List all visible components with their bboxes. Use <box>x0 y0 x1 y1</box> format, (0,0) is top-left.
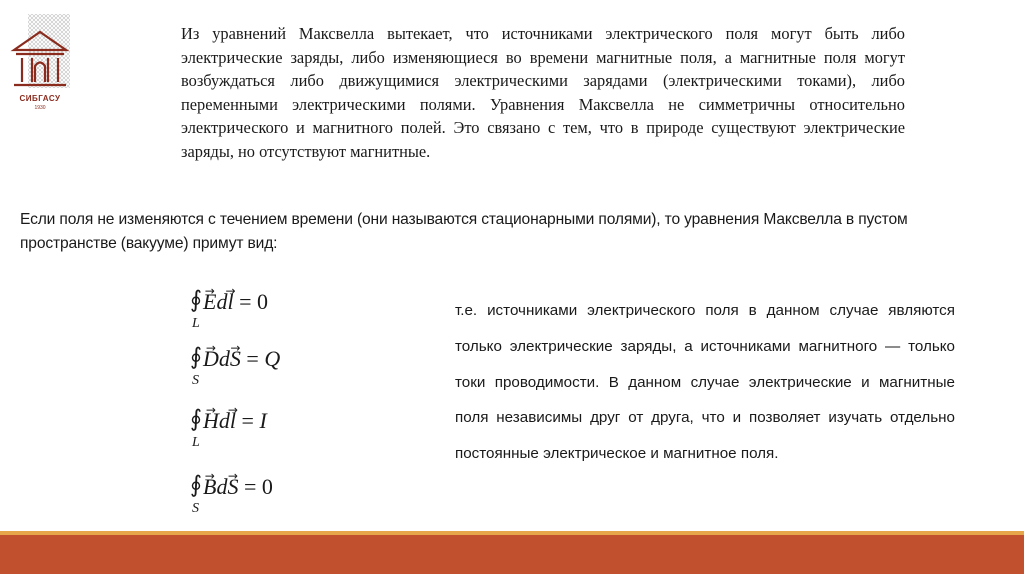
integral-subscript: L <box>192 435 200 450</box>
equation-flux-d <box>190 341 330 397</box>
contour-integral-sign: ∮ <box>190 344 202 370</box>
equation-rhs: Q <box>264 346 281 371</box>
equation-flux-b <box>190 469 330 525</box>
vector-symbol: → E <box>203 288 216 316</box>
vector-symbol: → H <box>203 407 219 435</box>
integral-subscript: S <box>192 501 199 516</box>
differential-symbol: d <box>216 289 228 314</box>
equals-sign: = <box>236 408 260 433</box>
equation-rhs: 0 <box>261 474 273 499</box>
integral-subscript: L <box>192 316 200 331</box>
differential-symbol: d <box>218 408 230 433</box>
university-logo <box>10 8 70 120</box>
contour-integral-sign: ∮ <box>190 287 202 313</box>
footer-bar <box>0 535 1024 574</box>
logo-year: 1930 <box>34 105 46 111</box>
equation-circulation-e <box>190 284 330 340</box>
contour-integral-sign: ∮ <box>190 406 202 432</box>
vector-symbol: → D <box>203 345 219 373</box>
stationary-fields-paragraph: Если поля не изменяются с течением времени (они называются стационарными полями), то уравнения Максвелла в пустом пространстве (вакууме) примут вид: <box>20 211 908 252</box>
differential-symbol: d <box>218 346 230 371</box>
vector-symbol: → S <box>230 345 241 373</box>
equation-rhs: 0 <box>257 289 268 314</box>
contour-integral-sign: ∮ <box>190 472 202 498</box>
conclusion-paragraph: т.е. источниками электрического поля в данном случае являются только электрические заряды, а источниками магнитного — только токи проводимости. В данном случае электрические и магнитные поля независимы друг от друга, что и позволяет изучать отдельно постоянные электрическое и магнитное поля. <box>455 302 955 463</box>
equation-circulation-h <box>190 403 330 459</box>
logo-caption: СИБГАСУ <box>19 94 61 103</box>
equals-sign: = <box>233 289 257 314</box>
intro-paragraph: Из уравнений Максвелла вытекает, что источниками электрического поля могут быть либо электрические заряды, либо изменяющиеся во времени магнитные поля, а магнитные поля могут возбуждаться либо движущимися электрическими зарядами (электрическими токами), либо переменными электрическими полями. Уравнения Максвелла не симметричны относительно электрического и магнитного полей. Это связано с тем, что в природе существуют электрические заряды, но отсутствуют магнитные. <box>181 24 905 161</box>
differential-symbol: d <box>216 474 228 499</box>
vector-symbol: → S <box>227 473 238 501</box>
vector-symbol: → l <box>230 407 236 435</box>
equation-rhs: I <box>259 408 267 433</box>
integral-subscript: S <box>192 373 199 388</box>
vector-symbol: → B <box>203 473 216 501</box>
vector-symbol: → l <box>227 288 233 316</box>
equals-sign: = <box>240 346 265 371</box>
equals-sign: = <box>238 474 262 499</box>
